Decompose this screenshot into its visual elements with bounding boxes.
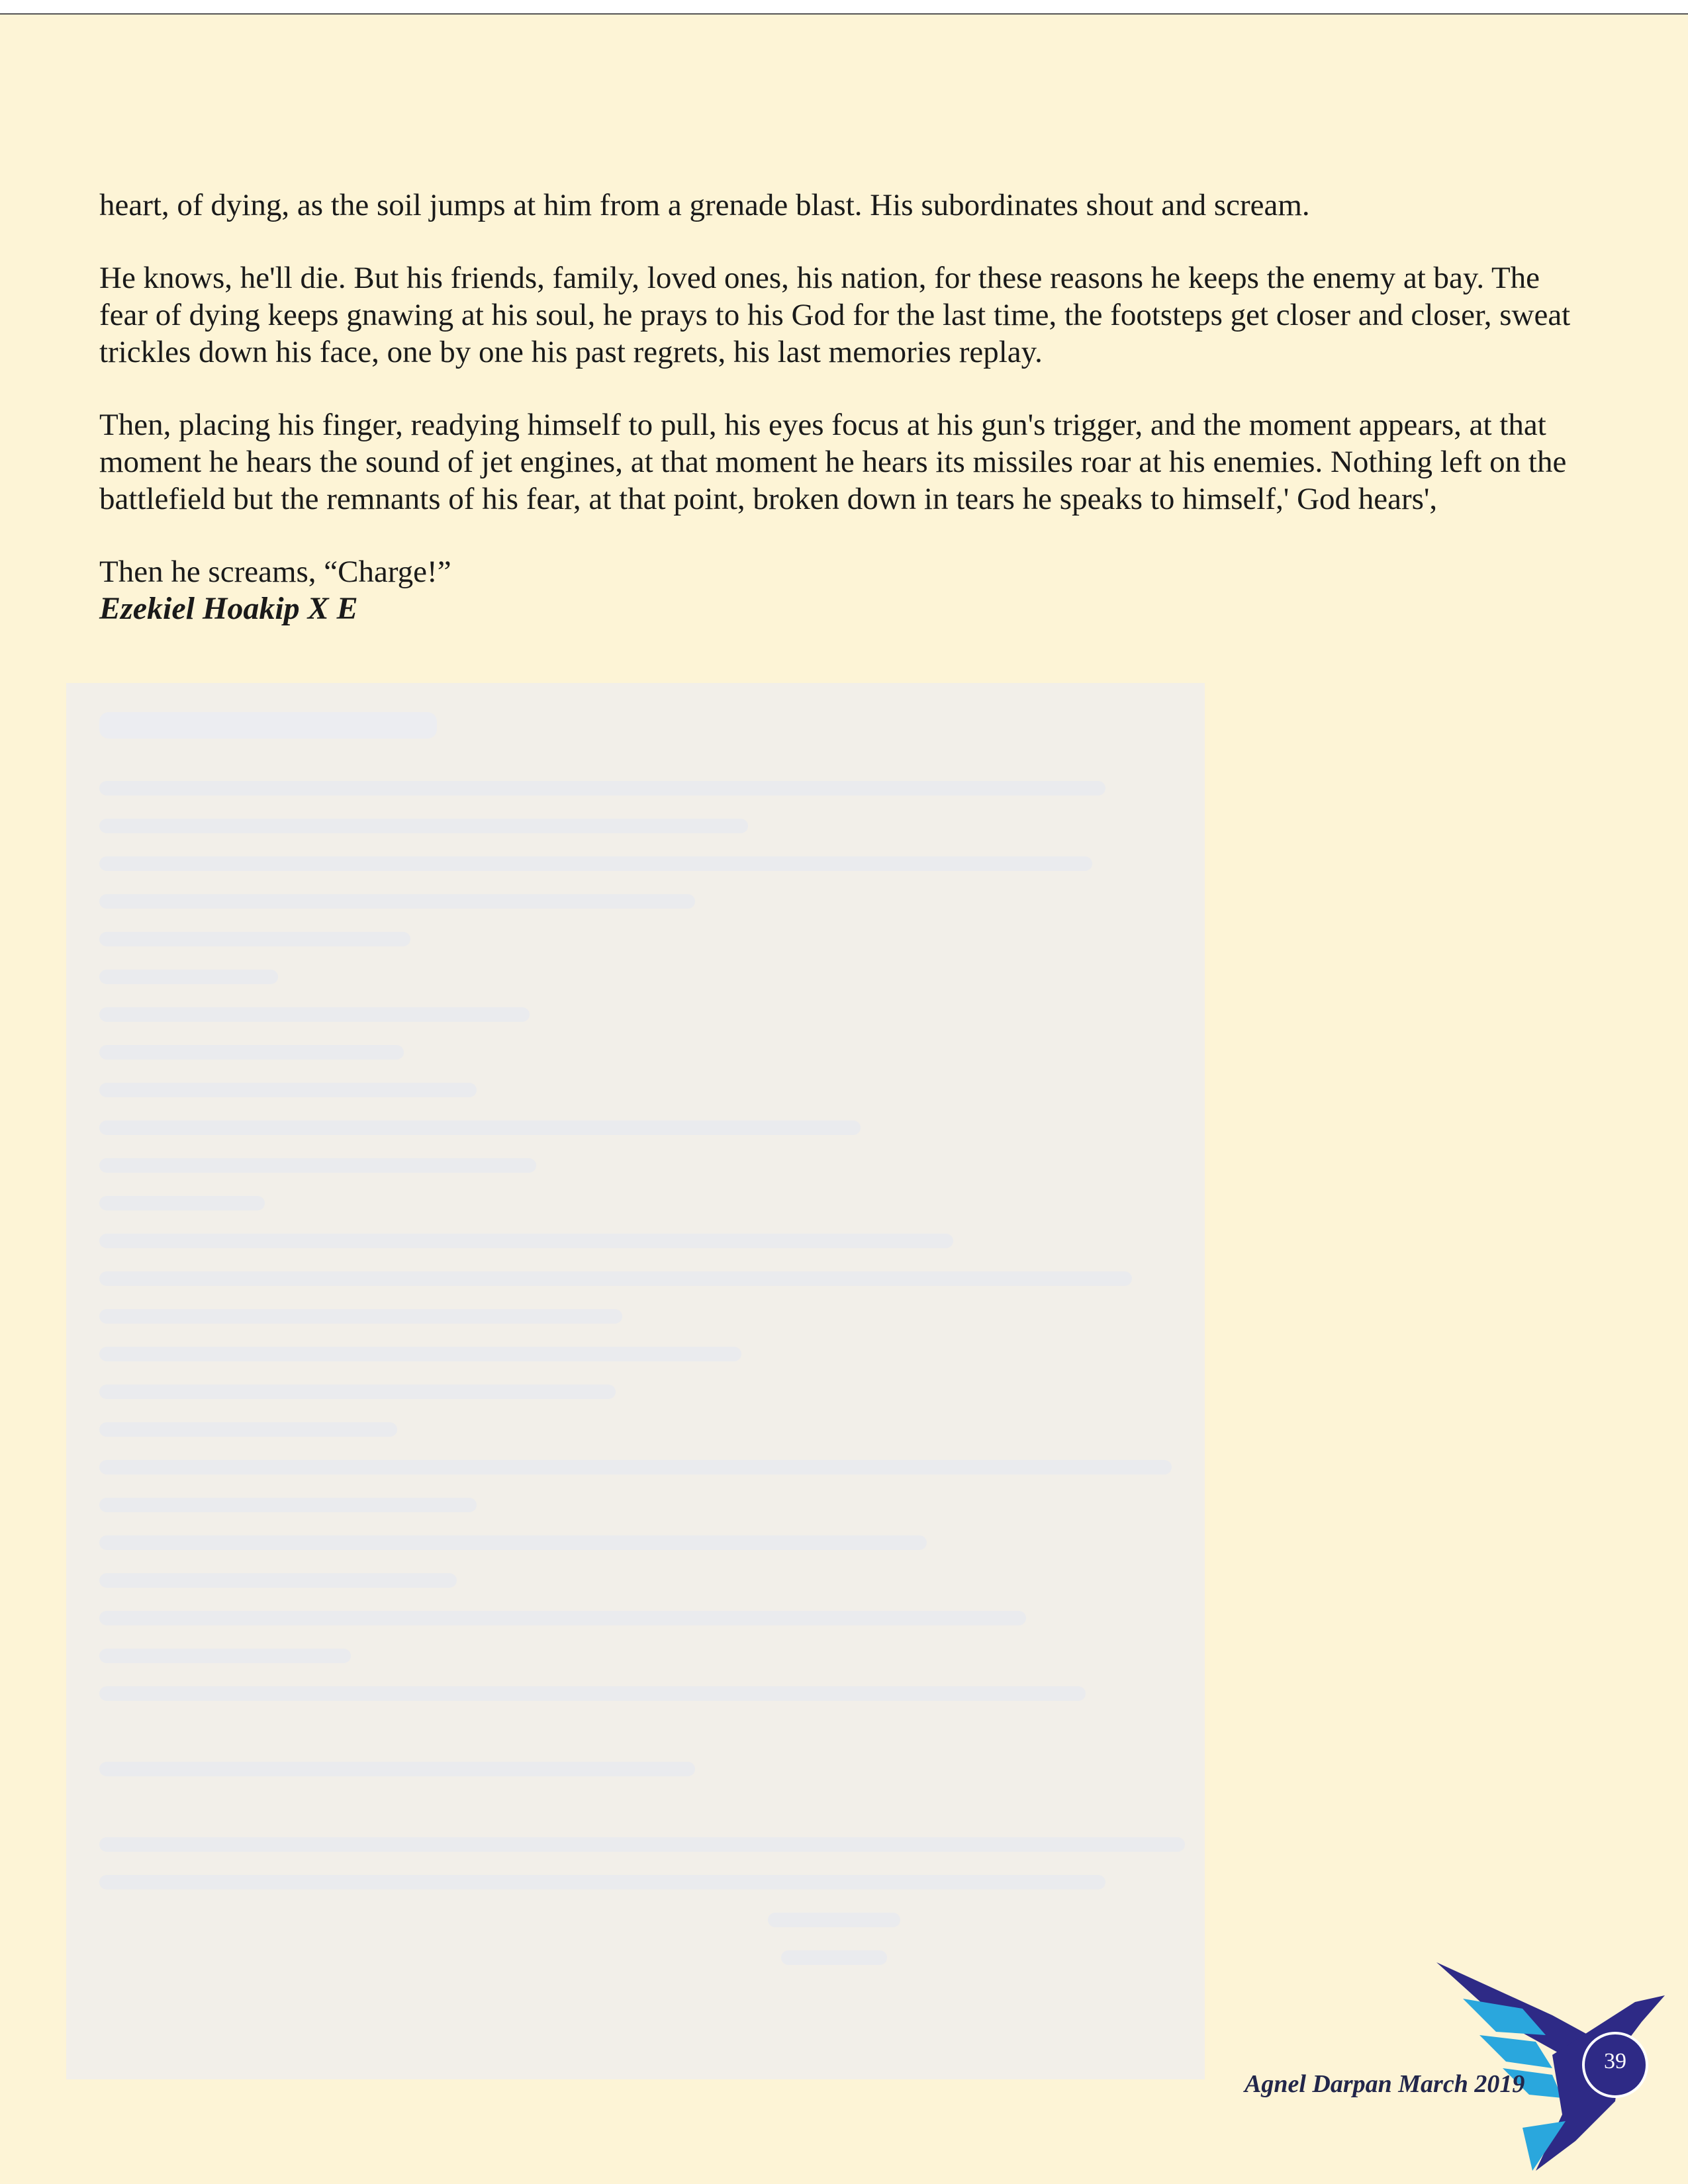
faded-line [99,1347,741,1361]
top-border [0,0,1688,15]
faded-line [99,932,410,946]
publication-credit: Agnel Darpan March 2019 [1244,2070,1525,2098]
paragraph-3: Then, placing his finger, readying himself to pull, his eyes focus at his gun's trigger, and the moment appears, at that moment he hears the sound of jet engines, at that moment he hears its missiles roar at his enemies. Nothing left on the battlefield but the remnants of his fear, at that point, broken down in tears he speaks to himself,' God hears', [99,408,1567,516]
faded-line [99,1120,861,1135]
faded-line [768,1913,900,1927]
page-number: 39 [1604,2049,1626,2073]
faded-line [99,1083,477,1097]
faded-line [99,1686,1086,1701]
faded-line [99,1611,1026,1625]
faded-line [99,1234,953,1248]
faded-line [99,1573,457,1588]
author-name: Ezekiel Hoakip X E [99,591,358,626]
faded-line [99,856,1092,871]
paragraph-1: heart, of dying, as the soil jumps at him from a grenade blast. His subordinates shout and scream. [99,188,1310,222]
faded-line [99,819,748,833]
faded-line [99,1649,351,1663]
faded-line [99,1158,536,1173]
faded-line [99,781,1105,796]
faded-line [99,1196,265,1210]
faded-line [99,1875,1105,1889]
closing-line: Then he screams, “Charge!” [99,555,451,589]
paragraph-2: He knows, he'll die. But his friends, family, loved ones, his nation, for these reasons he keeps the enemy at bay. The fear of dying keeps gnawing at his soul, he prays to his God for the last time, the footsteps get closer and closer, sweat trickles down his face, one by one his past regrets, his last memories replay. [99,261,1571,369]
faded-line [99,1007,530,1022]
faded-line [99,1309,622,1324]
faded-line [99,894,695,909]
faded-line [99,1762,695,1776]
article-body [99,187,1589,663]
faded-heading [99,712,437,739]
faded-line [99,970,278,984]
faded-line [99,1271,1132,1286]
faded-line [99,1837,1185,1852]
faded-line [99,1498,477,1512]
faded-line [99,1422,397,1437]
faded-line [99,1045,404,1060]
faded-line [99,1385,616,1399]
faded-line [99,1535,927,1550]
faded-hindi-text-panel [66,683,1205,2079]
faded-line [99,1460,1172,1475]
faded-line [781,1950,887,1965]
